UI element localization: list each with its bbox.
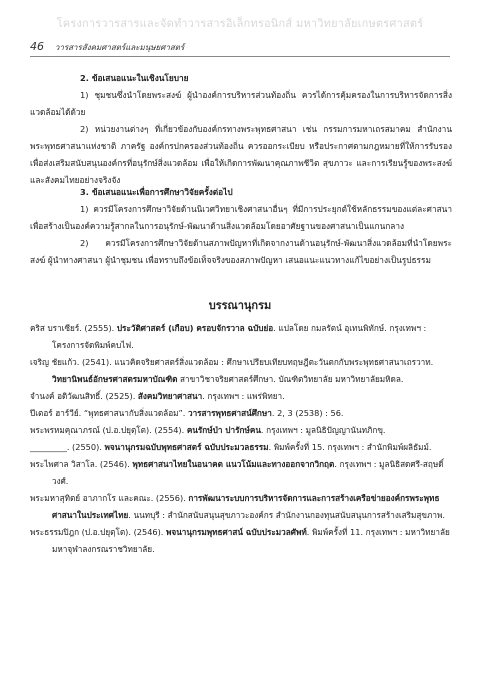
ref-post: . กรุงเทพฯ : มูลนิธิสดศรี-สฤษดิ์วงศ์. bbox=[52, 459, 444, 486]
journal-name: วารสารสังคมศาสตร์และมนุษยศาสตร์ bbox=[54, 43, 185, 52]
ref-post: . แปลโดย กมลรัตน์ อุเทนพิทักษ์. กรุงเทพฯ : โครงการจัดพิมพ์คบไฟ. bbox=[52, 323, 427, 350]
ref-pre: พระธรรมปิฎก (ป.อ.ปยุตฺโต). (2546). bbox=[30, 527, 167, 537]
ref-pre: ปีเตอร์ ฮาร์วีย์. “พุทธศาสนากับสิ่งแวดล้อม”. bbox=[30, 408, 188, 418]
ref-post: . พิมพ์ครั้งที่ 11. กรุงเทพฯ : มหาวิทยาลัยมหาจุฬาลงกรณราชวิทยาลัย. bbox=[52, 527, 450, 554]
ref-pre: พระมหาสุทิตย์ อาภากโร และคณะ. (2556). bbox=[30, 493, 189, 503]
ref-pre: เจริญ ชัยแก้ว. (2541). แนวคิดจริยศาสตร์สิ่งแวดล้อม : ศึกษาเปรียบเทียบทฤษฎีตะวันตกกับพระพุทธศาสนาเถรวาท. bbox=[30, 357, 434, 367]
reference-item bbox=[30, 524, 452, 558]
reference-item bbox=[30, 320, 452, 354]
reference-item bbox=[30, 490, 452, 524]
ref-title: ประวัติศาสตร์ (เกือบ) ครอบจักรวาล ฉบับย่อ bbox=[116, 323, 274, 333]
ref-post: . กรุงเทพฯ : แพร่พิทยา. bbox=[202, 391, 285, 401]
section-future-research bbox=[30, 184, 452, 269]
reference-item bbox=[30, 388, 452, 405]
paragraph: 2) ควรมีโครงการศึกษาวิจัยด้านสภาพปัญหาที่เกิดจากงานด้านอนุรักษ์-พัฒนาสิ่งแวดล้อมที่นำโดยพระสงฆ์ ผู้นำทางศาสนา ผู้นำชุมชน เพื่อทราบถึงข้อเท็จจริงของสภาพปัญหา เสนอแนะแนวทางแก้ไขอย่างเป็นรูปธรรม bbox=[30, 238, 452, 265]
reference-item bbox=[30, 456, 452, 490]
ref-title: วิทยานิพนธ์อักษรศาสตรมหาบัณฑิต bbox=[52, 374, 178, 384]
ref-title: พุทธศาสนาไทยในอนาคต แนวโน้มและทางออกจากวิกฤต bbox=[132, 459, 335, 469]
ref-post: . 2, 3 (2538) : 56. bbox=[271, 408, 344, 418]
paragraph: 2) หน่วยงานต่างๆ ที่เกี่ยวข้องกับองค์กรทางพระพุทธศาสนา เช่น กรรมการมหาเถรสมาคม สำนักงานพระพุทธศาสนาแห่งชาติ ภาครัฐ องค์กรปกครองส่วนท้องถิ่น ควรออกระเบียบ หรือประกาศตามกฎหมายที่ให้การรับรอง เพื่อส่งเสริมสนับสนุนองค์กรที่อนุรักษ์สิ่งแวดล้อม เพื่อให้เกิดการพัฒนาคุณภาพชีวิต สุขภาวะ และการเรียนรู้ของพระสงฆ์และสังคมไทยอย่างจริงจัง bbox=[30, 124, 452, 185]
page-number: 46 bbox=[30, 40, 44, 53]
reference-item bbox=[30, 439, 452, 456]
reference-item bbox=[30, 422, 452, 439]
section-policy-recommendations bbox=[30, 70, 452, 189]
bibliography-title: บรรณานุกรม bbox=[208, 299, 272, 312]
ref-pre: จำนงค์ อดิวัฒนสิทธิ์. (2525). bbox=[30, 391, 138, 401]
ref-title: สังคมวิทยาศาสนา bbox=[137, 391, 203, 401]
ref-post: . นนทบุรี : สำนักสนับสนุนสุขภาวะองค์กร สำนักงานกองทุนสนับสนุนการสร้างเสริมสุขภาพ. bbox=[128, 510, 446, 520]
ref-post: . กรุงเทพฯ : มูลนิธิปัญญานันทภิกขุ. bbox=[260, 425, 386, 435]
reference-item bbox=[30, 354, 452, 388]
header-rule bbox=[30, 56, 450, 57]
ref-pre: พระไพศาล วิสาโล. (2546). bbox=[30, 459, 133, 469]
reference-list bbox=[30, 320, 452, 558]
section-heading: 2. ข้อเสนอแนะในเชิงนโยบาย bbox=[80, 73, 189, 83]
ref-pre: _________. (2550). bbox=[30, 442, 105, 452]
reference-item bbox=[30, 405, 452, 422]
ref-title: การพัฒนาระบบการบริหารจัดการและการสร้างเครือข่ายองค์กรพระพุทธศาสนาในประเทศไทย bbox=[52, 493, 440, 520]
ref-title: พจนานุกรมพุทธศาสน์ ฉบับประมวลศัพท์ bbox=[166, 527, 307, 537]
ref-pre: คริส บราเซียร์. (2555). bbox=[30, 323, 117, 333]
ref-post: . พิมพ์ครั้งที่ 15. กรุงเทพฯ : สำนักพิมพ์ผลิธัมม์. bbox=[268, 442, 432, 452]
paragraph: 1) ชุมชนซึ่งนำโดยพระสงฆ์ ผู้นำองค์การบริหารส่วนท้องถิ่น ควรได้การคุ้มครองในการบริหารจัดการสิ่งแวดล้อมได้ด้วย bbox=[30, 90, 452, 117]
ref-pre: พระพรหมคุณาภรณ์ (ป.อ.ปยุตฺโต). (2554). bbox=[30, 425, 187, 435]
paragraph: 1) ควรมีโครงการศึกษาวิจัยด้านนิเวศวิทยาเชิงศาสนาอื่นๆ ที่มีการประยุกต์ใช้หลักธรรมของแต่ละศาสนา เพื่อสร้างเป็นองค์ความรู้สากลในการอนุรักษ์-พัฒนาด้านสิ่งแวดล้อมโดยอาศัยฐานของศาสนาเป็นแกนกลาง bbox=[30, 204, 452, 231]
running-header bbox=[30, 40, 184, 54]
ref-post: สาขาวิชาจริยศาสตร์ศึกษา. บัณฑิตวิทยาลัย มหาวิทยาลัยมหิดล. bbox=[177, 374, 404, 384]
ref-title: พจนานุกรมฉบับพุทธศาสตร์ ฉบับประมวลธรรม bbox=[104, 442, 269, 452]
section-heading: 3. ข้อเสนอแนะเพื่อการศึกษาวิจัยครั้งต่อไป bbox=[80, 187, 233, 197]
ref-title: วารสารพุทธศาสน์ศึกษา bbox=[187, 408, 272, 418]
ref-title: คนรักษ์ป่า ปารักษ์คน bbox=[186, 425, 261, 435]
watermark: โครงการวารสารและจัดทำวารสารอิเล็กทรอนิกส์ มหาวิทยาลัยเกษตรศาสตร์ bbox=[56, 17, 424, 30]
